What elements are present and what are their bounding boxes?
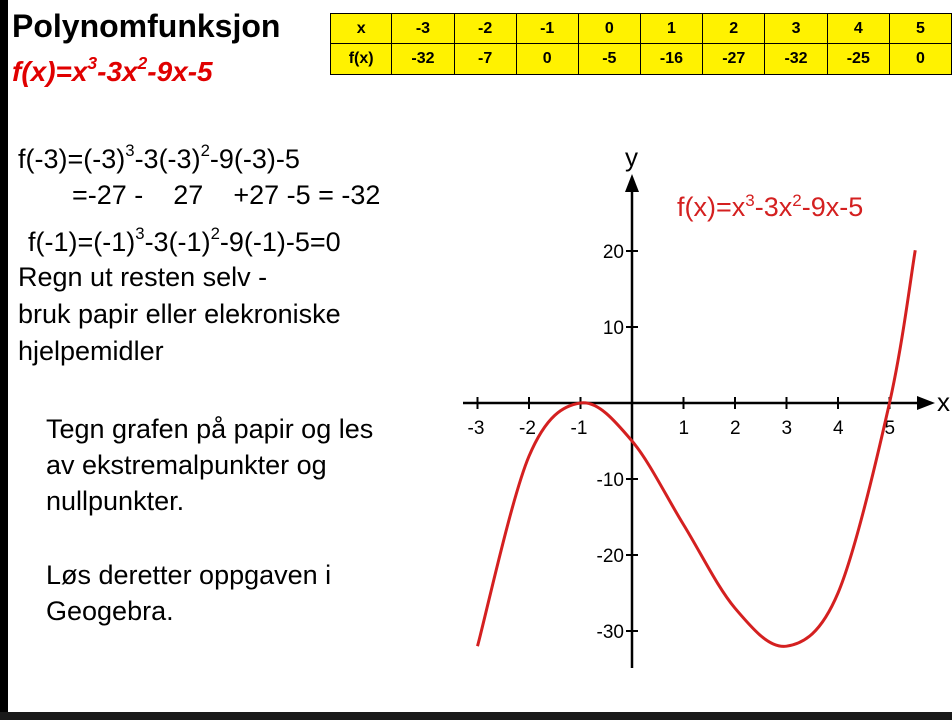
table-cell: -7 (454, 44, 516, 75)
value-table (330, 13, 952, 75)
table-cell: -16 (640, 44, 702, 75)
table-cell: -1 (516, 14, 578, 44)
table-row-fx (331, 44, 952, 75)
x-tick-label: -2 (519, 418, 536, 439)
table-cell: 2 (703, 14, 765, 44)
instruction-solve-1: Løs deretter oppgaven i (46, 560, 332, 590)
table-cell: -32 (765, 44, 827, 75)
y-axis-arrow (625, 174, 639, 192)
instruction-solve-2: Geogebra. (46, 596, 174, 626)
x-tick-label: 1 (678, 418, 690, 439)
table-cell: 3 (765, 14, 827, 44)
y-tick-label: -20 (596, 546, 624, 567)
function-graph (455, 138, 952, 678)
table-cell: -27 (703, 44, 765, 75)
instruction-draw-1: Tegn grafen på papir og les (46, 414, 374, 444)
calc-line-1: $f(-3)=(-3)^3-3(-3)^2-9(-3)-5$ (18, 141, 300, 174)
table-cell: -2 (454, 14, 516, 44)
x-axis-arrow (917, 396, 935, 410)
ticks (468, 242, 896, 643)
bottom-border (0, 712, 952, 720)
table-cell: 1 (640, 14, 702, 44)
y-axis-label: y (625, 142, 638, 172)
x-axis-label: x (937, 387, 950, 417)
table-cell: -3 (392, 14, 454, 44)
function-curve (478, 250, 916, 646)
calc-line-2: =-27 - 27 +27 -5 = -32 (72, 180, 381, 210)
page-title: Polynomfunksjon (12, 8, 281, 44)
curve-label: $f(x)=x^3-3x^2-9x-5$ (677, 191, 864, 222)
table-cell: 0 (516, 44, 578, 75)
instruction-rest-2: bruk papir eller elekroniske (18, 299, 341, 329)
table-row-x (331, 14, 952, 44)
table-cell: 4 (827, 14, 889, 44)
instruction-rest-1: Regn ut resten selv - (18, 262, 268, 292)
x-tick-label: 2 (730, 418, 741, 439)
table-header-fx: f(x) (331, 44, 392, 75)
y-tick-label: -30 (596, 622, 624, 643)
function-heading: $f(x)=x^3-3x^2-9x-5$ (12, 52, 213, 87)
instruction-rest-3: hjelpemidler (18, 336, 164, 366)
x-tick-label: 3 (781, 418, 793, 439)
x-tick-label: -3 (467, 418, 485, 439)
instruction-draw-3: nullpunkter. (46, 486, 185, 516)
x-tick-label: 4 (833, 418, 844, 439)
table-cell: 0 (578, 14, 640, 44)
table-cell: -25 (827, 44, 889, 75)
calc-line-3: $f(-1)=(-1)^3-3(-1)^2-9(-1)-5=0$ (28, 224, 341, 257)
x-tick-label: 5 (884, 418, 896, 439)
table-cell: 5 (889, 14, 951, 44)
table-header-x: x (331, 14, 392, 44)
table-cell: -5 (578, 44, 640, 75)
y-tick-label: 10 (602, 318, 624, 339)
y-tick-label: 20 (602, 242, 624, 263)
left-border (0, 0, 8, 720)
table-cell: -32 (392, 44, 454, 75)
y-tick-label: -10 (596, 470, 624, 491)
x-tick-label: -1 (570, 418, 588, 439)
instruction-draw-2: av ekstremalpunkter og (46, 450, 327, 480)
table-cell: 0 (889, 44, 951, 75)
